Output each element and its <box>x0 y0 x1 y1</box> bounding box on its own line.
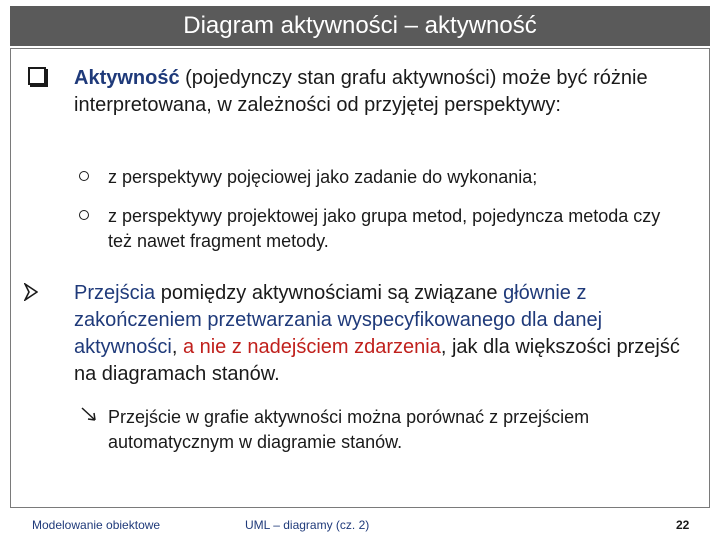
paragraph-aktywnosc-text: (pojedynczy stan grafu aktywności) może być różnie interpretowana, w zależności od przyjętej perspektywy: <box>74 67 648 116</box>
highlight-glownie: głównie z zakończeniem przetwarzania wyspecyfikowanego dla danej aktywności <box>74 282 603 358</box>
paragraph-aktywnosc <box>74 65 674 119</box>
hollow-arrow-icon <box>80 405 98 428</box>
text-segment: , <box>171 336 183 358</box>
footer-topic: UML – diagramy (cz. 2) <box>245 518 370 532</box>
term-aktywnosc: Aktywność <box>74 67 180 89</box>
text-segment: pomiędzy aktywnościami są związane <box>155 282 504 304</box>
sub-point-porownanie: Przejście w grafie aktywności można porównać z przejściem automatycznym w diagramie stanów. <box>108 407 590 452</box>
checkbox-square-icon <box>28 67 46 85</box>
arrowhead-icon <box>24 283 38 305</box>
paragraph-przejscia <box>74 280 694 388</box>
term-przejscia: Przejścia <box>74 282 156 304</box>
page-number: 22 <box>676 518 690 532</box>
circle-bullet-icon <box>79 210 89 220</box>
highlight-zdarzenie: a nie z nadejściem zdarzenia <box>182 336 441 358</box>
title-text: Diagram aktywności – aktywność <box>183 12 537 39</box>
sub-point-projektowa: z perspektywy projektowej jako grupa metod, pojedyncza metoda czy też nawet fragment metody. <box>108 206 661 251</box>
slide-title <box>10 6 710 46</box>
sub-point-pojeciowa: z perspektywy pojęciowej jako zadanie do wykonania; <box>108 167 538 187</box>
text-segment: , jak dla większości przejść na diagramach stanów. <box>74 336 680 385</box>
footer-course: Modelowanie obiektowe <box>32 518 161 532</box>
circle-bullet-icon <box>79 171 89 181</box>
